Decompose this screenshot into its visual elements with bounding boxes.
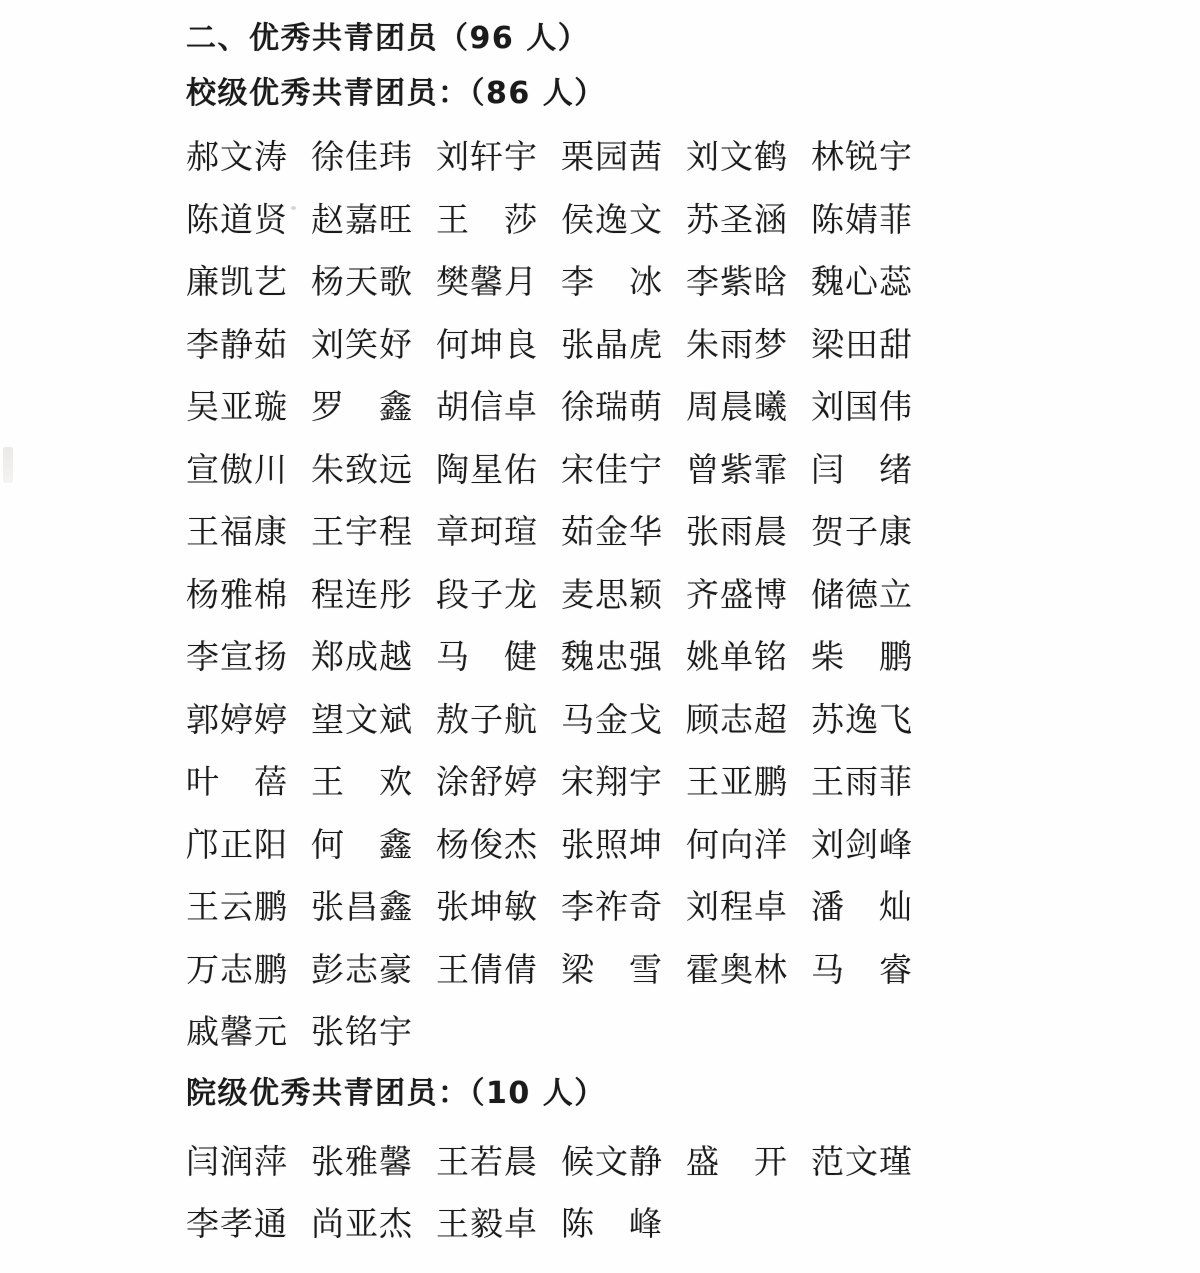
person-name: 闫润萍 [186,1141,288,1181]
person-name: 胡信卓 [436,387,538,426]
person-name: 马金戈 [561,699,663,739]
person-name: 周晨曦 [686,387,788,426]
person-name: 郭婷婷 [186,699,288,739]
person-name: 闫 绪 [811,449,913,489]
person-name: 李宣扬 [186,637,288,676]
person-name: 杨俊杰 [436,824,538,864]
person-name: 叶 蓓 [186,762,288,801]
person-name: 陈婧菲 [811,199,913,239]
person-name: 张铭宇 [311,1012,413,1051]
person-name: 赵嘉旺 [311,199,413,239]
person-name: 何向洋 [686,824,788,864]
person-name: 彭志豪 [311,949,413,989]
person-name: 戚馨元 [186,1012,288,1051]
person-name: 李祚奇 [561,887,663,926]
person-name: 刘程卓 [686,887,788,926]
person-name: 潘 灿 [811,887,913,926]
scan-artifact-dot [291,206,296,210]
person-name: 李 冰 [561,262,663,301]
person-name: 王雨菲 [811,762,913,801]
person-name: 张晶虎 [561,324,663,364]
person-name: 张昌鑫 [311,887,413,926]
person-name: 望文斌 [311,699,413,739]
person-name: 梁 雪 [561,949,663,989]
person-name: 郑成越 [311,637,413,676]
school-level-name-grid [186,137,1200,1078]
person-name: 何 鑫 [311,824,413,864]
person-name: 王毅卓 [436,1204,538,1243]
subsection-heading-school: 校级优秀共青团员：（86 人） [186,76,606,111]
subsection-heading-college: 院级优秀共青团员：（10 人） [186,1075,606,1111]
person-name: 顾志超 [686,699,788,739]
person-name: 郝文涛 [186,137,288,176]
person-name: 王亚鹏 [686,762,788,801]
person-name: 廉凯艺 [186,262,288,301]
person-name: 马 健 [436,637,538,676]
person-name: 敖子航 [436,699,538,739]
section-title: 二、优秀共青团员（96 人） [186,21,590,56]
person-name: 刘剑峰 [811,824,913,864]
person-name: 苏逸飞 [811,699,913,739]
person-name: 刘国伟 [811,387,913,426]
person-name: 张坤敏 [436,887,538,926]
person-name: 徐瑞萌 [561,387,663,426]
person-name: 储德立 [811,574,913,614]
person-name: 樊馨月 [436,262,538,301]
person-name: 苏圣涵 [686,199,788,239]
person-name: 林锐宇 [811,137,913,176]
person-name: 盛 开 [686,1141,788,1181]
person-name: 涂舒婷 [436,762,538,801]
person-name: 梁田甜 [811,324,913,364]
college-level-name-grid [186,1141,1200,1270]
person-name: 陈 峰 [561,1204,663,1243]
person-name: 马 睿 [811,949,913,989]
person-name: 何坤良 [436,324,538,364]
person-name: 侯逸文 [561,199,663,239]
person-name: 朱致远 [311,449,413,489]
person-name: 王 欢 [311,762,413,801]
school-level-section [186,78,1200,1078]
person-name: 曾紫霏 [686,449,788,489]
college-level-section [186,1075,1200,1270]
person-name: 吴亚璇 [186,387,288,426]
person-name: 齐盛博 [686,574,788,614]
person-name: 章珂瑄 [436,512,538,551]
person-name: 邝正阳 [186,824,288,864]
person-name: 朱雨梦 [686,324,788,364]
person-name: 栗园茜 [561,137,663,176]
person-name: 麦思颖 [561,574,663,614]
person-name: 徐佳玮 [311,137,413,176]
person-name: 万志鹏 [186,949,288,989]
person-name: 王若晨 [436,1141,538,1181]
person-name: 霍奥林 [686,949,788,989]
person-name: 候文静 [561,1141,663,1181]
person-name: 张照坤 [561,824,663,864]
person-name: 李静茹 [186,324,288,364]
person-name: 罗 鑫 [311,387,413,426]
person-name: 茹金华 [561,512,663,551]
person-name: 杨天歌 [311,262,413,301]
person-name: 尚亚杰 [311,1204,413,1243]
person-name: 刘文鹤 [686,137,788,176]
person-name: 李孝通 [186,1204,288,1243]
person-name: 程连彤 [311,574,413,614]
person-name: 张雅馨 [311,1141,413,1181]
person-name: 段子龙 [436,574,538,614]
person-name: 杨雅棉 [186,574,288,614]
person-name: 刘轩宇 [436,137,538,176]
person-name: 姚单铭 [686,637,788,676]
person-name: 王宇程 [311,512,413,551]
person-name: 柴 鹏 [811,637,913,676]
person-name: 张雨晨 [686,512,788,551]
person-name: 宋佳宁 [561,449,663,489]
person-name: 宋翔宇 [561,762,663,801]
person-name: 刘笑妤 [311,324,413,364]
person-name: 王福康 [186,512,288,551]
person-name: 李紫晗 [686,262,788,301]
person-name: 陶星佑 [436,449,538,489]
person-name: 王倩倩 [436,949,538,989]
person-name: 陈道贤 [186,199,288,239]
person-name: 魏心蕊 [811,262,913,301]
person-name: 王云鹏 [186,887,288,926]
person-name: 魏忠强 [561,637,663,676]
person-name: 宣傲川 [186,449,288,489]
person-name: 范文瑾 [811,1141,913,1181]
person-name: 贺子康 [811,512,913,551]
person-name: 王 莎 [436,199,538,239]
scan-artifact-edge-smudge [3,447,13,483]
